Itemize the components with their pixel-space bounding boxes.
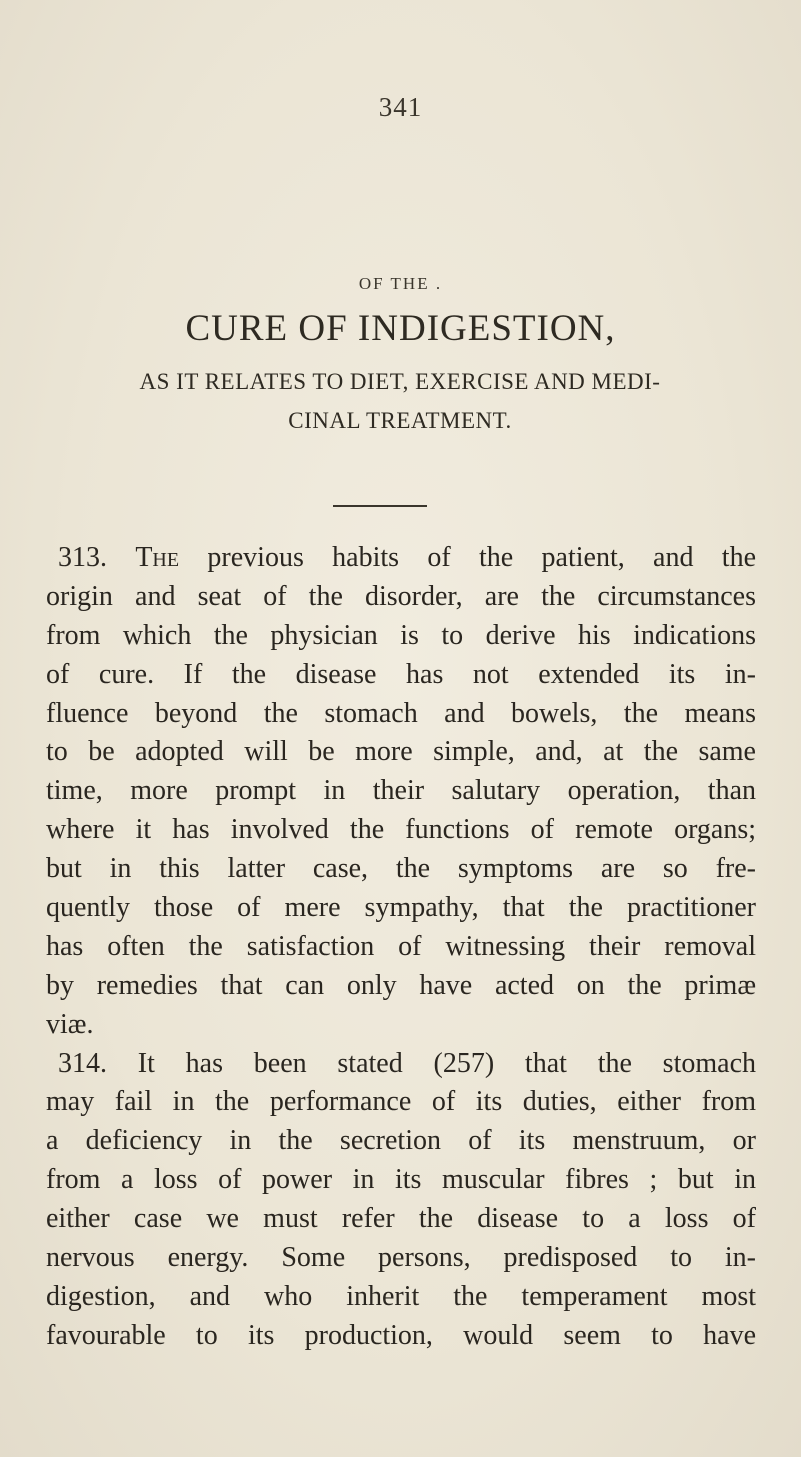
paragraph-313-line: viæ. (46, 1008, 94, 1040)
page-number: 341 (378, 92, 423, 122)
paragraph-313-line: but in this latter case, the symptoms are so fre- (46, 853, 756, 885)
paragraph-313-line: 313. The previous habits of the patient, and the (58, 542, 757, 573)
paragraph-lead-word: The (135, 542, 180, 573)
paragraph-313-line: fluence beyond the stomach and bowels, the means (46, 697, 756, 729)
paragraph-313-line: has often the satisfaction of witnessing their removal (46, 930, 756, 962)
paragraph-314-line: either case we must refer the disease to a loss of (46, 1203, 756, 1235)
paragraph-314-line: from a loss of power in its muscular fibres ; but in (46, 1164, 756, 1196)
chapter-subtitle-line-1: AS IT RELATES TO DIET, EXERCISE AND MEDI- (139, 369, 661, 394)
body-text (46, 539, 756, 1356)
paragraph-number: 313. (58, 542, 107, 573)
paragraph-313-line: origin and seat of the disorder, are the circumstances (46, 580, 756, 612)
chapter-subtitle-line-2: CINAL TREATMENT. (288, 408, 512, 433)
paragraph-313-line: from which the physician is to derive his indications (46, 619, 756, 651)
paragraph-313-line: of cure. If the disease has not extended its in- (46, 658, 756, 690)
paragraph-314-line: digestion, and who inherit the temperament most (46, 1280, 756, 1312)
paragraph-314-line: a deficiency in the secretion of its menstruum, or (46, 1125, 756, 1157)
chapter-heading-prefix: OF THE . (358, 274, 443, 293)
paragraph-314-line: may fail in the performance of its duties, either from (46, 1086, 756, 1118)
paragraph-313-line: time, more prompt in their salutary operation, than (46, 775, 756, 807)
paragraph-313-line: by remedies that can only have acted on the primæ (46, 969, 756, 1001)
section-divider (333, 505, 427, 507)
paragraph-313-line: where it has involved the functions of remote organs; (46, 814, 756, 846)
paragraph-314-line: nervous energy. Some persons, predisposed to in- (46, 1242, 756, 1274)
paragraph-314-line: favourable to its production, would seem to have (46, 1319, 756, 1351)
paragraph-313-line: to be adopted will be more simple, and, at the same (46, 736, 756, 768)
paragraph-313-line: quently those of mere sympathy, that the practitioner (46, 892, 756, 924)
paragraph-number: 314. (58, 1047, 107, 1079)
chapter-title: CURE OF INDIGESTION, (185, 308, 616, 349)
paragraph-314-line: 314. It has been stated (257) that the stomach (58, 1047, 756, 1079)
